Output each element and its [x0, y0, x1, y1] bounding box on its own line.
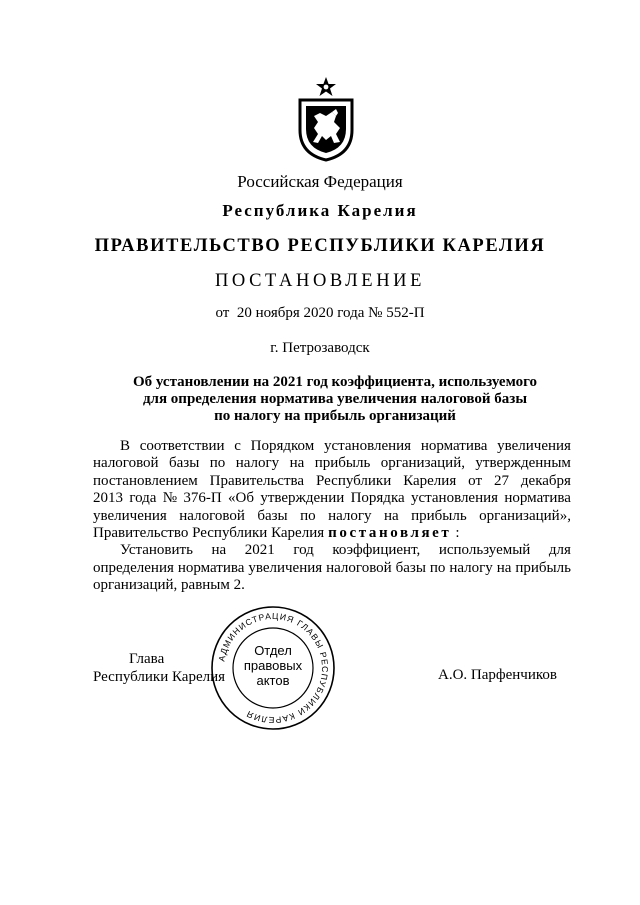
document-body [93, 438, 571, 595]
body-word: используемый [438, 542, 531, 559]
body-word: года [129, 490, 157, 507]
body-line [93, 455, 571, 472]
body-word: по [300, 507, 316, 524]
body-word: на [211, 542, 227, 559]
body-word: Порядка [350, 490, 405, 507]
document-date: от 20 ноября 2020 года № 552-П [215, 305, 425, 321]
body-word: на [289, 455, 305, 472]
body-word: Правительства [209, 472, 305, 489]
body-word: увеличения [248, 559, 323, 576]
body-word: определения [93, 559, 174, 576]
body-word: налогу [235, 455, 280, 472]
body-word: Порядком [250, 438, 315, 454]
title-line: для определения норматива увеличения налоговой базы [142, 391, 528, 407]
body-word: на [383, 507, 399, 524]
body-word: Республики [316, 472, 392, 489]
body-word: установления [324, 438, 412, 454]
country-name: Российская Федерация [237, 172, 403, 191]
body-word: Карелия [403, 472, 457, 489]
stamp-text-line: правовых [243, 658, 303, 673]
body-word: с [234, 438, 241, 454]
document-city: г. Петрозаводск [270, 340, 370, 356]
signature-position [93, 650, 225, 686]
body-text-fragment: Правительство Республики Карелия [93, 525, 325, 542]
stamp-ring-text: АДМИНИСТРАЦИЯ ГЛАВЫ РЕСПУБЛИКИ КАРЕЛИЯ [216, 610, 331, 726]
body-line [93, 490, 571, 507]
body-word: В [120, 438, 131, 454]
government-name: ПРАВИТЕЛЬСТВО РЕСПУБЛИКИ КАРЕЛИЯ [94, 236, 546, 256]
stamp-text-line: Отдел [254, 643, 292, 658]
body-word: налоговой [93, 455, 159, 472]
body-line [93, 525, 571, 542]
republic-name: Республика Карелия [222, 201, 418, 220]
body-word: налоговой [179, 507, 245, 524]
body-word: декабря [520, 472, 571, 489]
body-word: Установить [120, 542, 193, 559]
body-word: на [496, 559, 512, 576]
body-line [93, 438, 571, 455]
body-word: увеличения [497, 438, 571, 454]
position-region: Республики Карелия [93, 669, 226, 685]
body-word: налогу [328, 507, 372, 524]
body-word: утвержденным [475, 455, 571, 472]
body-word: организаций, [380, 455, 465, 472]
body-word: норматива [420, 438, 488, 454]
body-word: год [293, 542, 314, 559]
body-word: по [429, 559, 446, 576]
body-word: для [548, 542, 571, 559]
body-word: прибыль [515, 559, 571, 576]
body-word: базы [169, 455, 200, 472]
position-title: Глава [129, 651, 165, 667]
signatory-name: А.О. Парфенчиков [438, 667, 557, 683]
body-word: утверждении [260, 490, 345, 507]
body-word: установления [410, 490, 499, 507]
body-word: базы [395, 559, 426, 576]
title-line: по налогу на прибыль организаций [214, 408, 456, 424]
official-stamp [208, 603, 338, 733]
body-word: «Об [228, 490, 254, 507]
title-line: Об установлении на 2021 год коэффициента, используемого [132, 374, 538, 390]
body-text-fragment: : [455, 525, 460, 542]
body-word: коэффициент, [332, 542, 421, 559]
body-line: организаций, равным 2. [93, 577, 245, 594]
body-word: 2013 [93, 490, 123, 507]
decree-verb: постановляет [328, 525, 452, 542]
stamp-text-line: актов [256, 673, 290, 688]
body-word: № [162, 490, 178, 507]
body-word: налоговой [326, 559, 392, 576]
body-word: прибыль [314, 455, 371, 472]
body-line [93, 473, 571, 490]
body-line [93, 508, 571, 525]
body-word: 376-П [183, 490, 222, 507]
body-line [93, 560, 571, 577]
document-title [95, 374, 575, 425]
body-word: увеличения [93, 507, 167, 524]
karelia-coat-of-arms-icon [296, 76, 356, 162]
body-word: от [468, 472, 483, 489]
body-word: 2021 [244, 542, 275, 559]
body-word: по [209, 455, 226, 472]
body-word: постановлением [93, 472, 198, 489]
body-word: налогу [449, 559, 493, 576]
body-word: прибыль [411, 507, 467, 524]
body-word: 27 [493, 472, 509, 489]
body-word: базы [257, 507, 288, 524]
body-word: соответствии [139, 438, 225, 454]
body-word: норматива [504, 490, 571, 507]
body-word: организаций», [479, 507, 571, 524]
body-line [93, 542, 571, 559]
document-type: ПОСТАНОВЛЕНИЕ [214, 271, 426, 291]
body-word: норматива [177, 559, 245, 576]
